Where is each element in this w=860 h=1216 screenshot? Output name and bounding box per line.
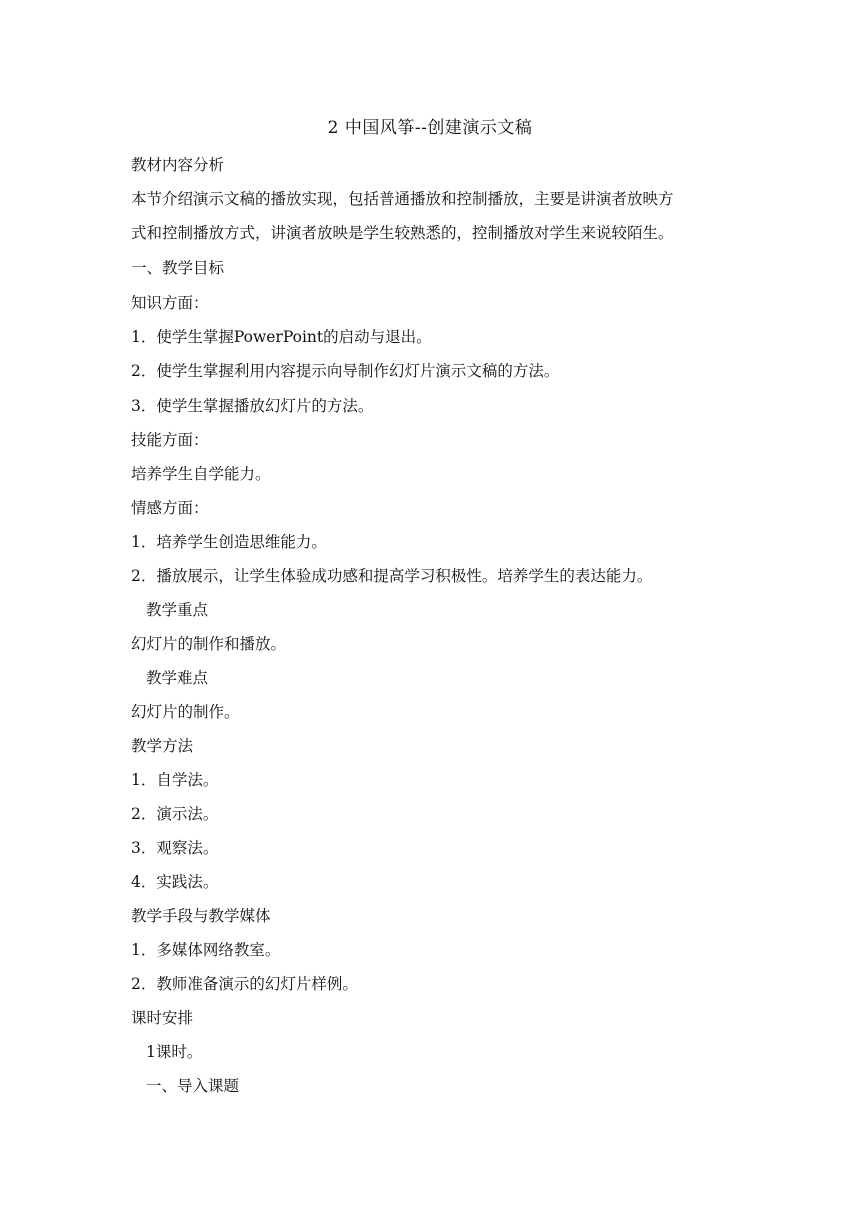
paragraph-line: 式和控制播放方式，讲演者放映是学生较熟悉的，控制播放对学生来说较陌生。 <box>131 224 674 242</box>
list-item: 1．自学法。 <box>131 771 219 789</box>
section-heading-difficulties: 教学难点 <box>146 669 209 687</box>
list-item: 1．使学生掌握PowerPoint的启动与退出。 <box>131 328 432 346</box>
paragraph-line: 幻灯片的制作和播放。 <box>131 635 287 653</box>
subheading-skills: 技能方面： <box>131 431 209 449</box>
list-item: 4．实践法。 <box>131 873 219 891</box>
paragraph-line: 1课时。 <box>146 1043 203 1061</box>
list-item: 2．演示法。 <box>131 805 219 823</box>
section-heading-media: 教学手段与教学媒体 <box>131 907 271 925</box>
list-item: 2．播放展示，让学生体验成功感和提高学习积极性。培养学生的表达能力。 <box>131 567 653 585</box>
paragraph-line: 本节介绍演示文稿的播放实现，包括普通播放和控制播放，主要是讲演者放映方 <box>131 190 674 208</box>
section-heading-schedule: 课时安排 <box>131 1009 194 1027</box>
section-heading-objectives: 一、教学目标 <box>131 259 225 277</box>
list-item: 3．使学生掌握播放幻灯片的方法。 <box>131 397 374 415</box>
section-heading-intro: 一、导入课题 <box>146 1077 240 1095</box>
list-item: 2．教师准备演示的幻灯片样例。 <box>131 975 358 993</box>
list-item: 1．培养学生创造思维能力。 <box>131 533 327 551</box>
list-item: 2．使学生掌握利用内容提示向导制作幻灯片演示文稿的方法。 <box>131 362 560 380</box>
document-title: 2 中国风筝--创建演示文稿 <box>327 118 533 138</box>
list-item: 3．观察法。 <box>131 839 219 857</box>
section-heading-methods: 教学方法 <box>131 737 194 755</box>
section-heading-material-analysis: 教材内容分析 <box>131 156 225 174</box>
subheading-emotion: 情感方面： <box>131 499 209 517</box>
list-item: 1．多媒体网络教室。 <box>131 941 281 959</box>
paragraph-line: 培养学生自学能力。 <box>131 465 271 483</box>
section-heading-key-points: 教学重点 <box>146 601 209 619</box>
subheading-knowledge: 知识方面： <box>131 294 209 312</box>
paragraph-line: 幻灯片的制作。 <box>131 703 240 721</box>
